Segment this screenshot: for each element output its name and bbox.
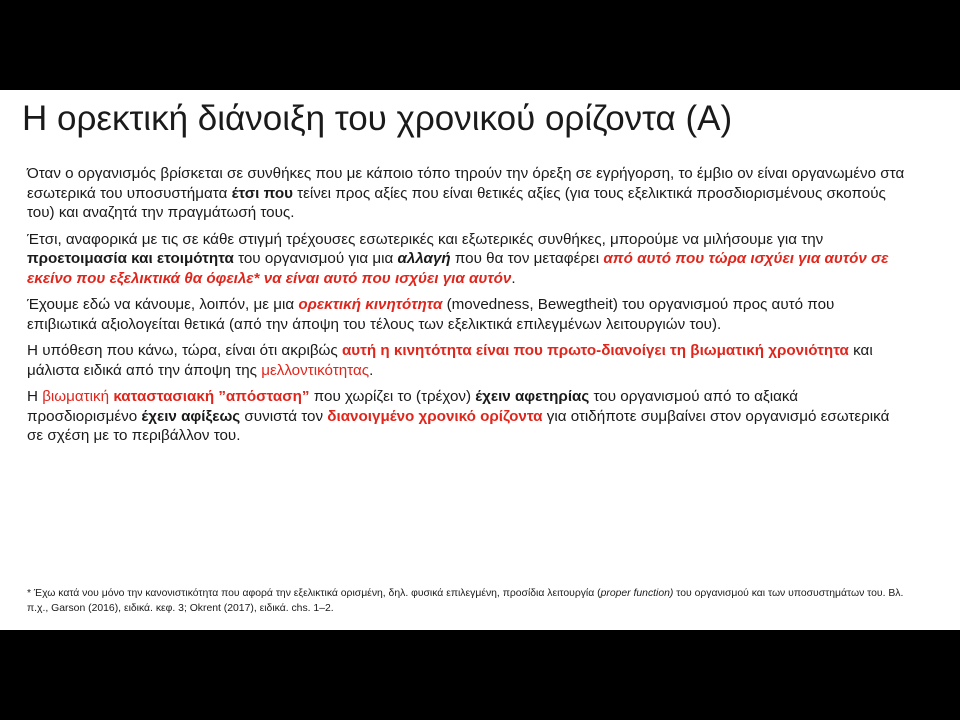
p2-red-emphasis: από αυτό που τώρα ισχύει για αυτόν σε εκείνο που εξελικτικά θα όφειλε* να είναι αυτό που ισχύει για αυτόν xyxy=(27,250,889,287)
footnote-italic-proper-function: proper function) xyxy=(600,588,674,599)
paragraph-3 xyxy=(27,295,907,334)
p2-text-2: του οργανισμού για μια xyxy=(233,250,398,267)
p3-red-appetitive-mobility: ορεκτική κινητότητα xyxy=(298,296,443,313)
p2-text-3: που θα τον μεταφέρει xyxy=(450,250,604,267)
p4-text-2: και μάλιστα ειδικά από την άποψη της xyxy=(27,342,873,379)
footnote xyxy=(27,587,927,616)
p5-text-2: που χωρίζει το (τρέχον) xyxy=(309,388,476,405)
p5-red-experiential: βιωματική xyxy=(42,388,110,405)
p5-bold-arrival: έχειν αφίξεως xyxy=(141,407,241,425)
p2-text-end: . xyxy=(511,269,516,287)
p4-text-end: . xyxy=(369,361,374,379)
p3-text-2: (movedness, Bewegtheit) του οργανισμού προς αυτό που επιβιωτικά αξιολογείται θετικά (από την άποψη του τέλους των εξελικτικά επιλεγμένων λειτουργιών του). xyxy=(27,296,835,333)
p5-text-1: Η xyxy=(27,388,43,405)
slide-title: Η ορεκτική διάνοιξη του χρονικού ορίζοντα (Α) xyxy=(22,99,733,138)
slide xyxy=(0,90,960,630)
paragraph-2 xyxy=(27,230,907,289)
p4-text-1: Η υπόθεση που κάνω, τώρα, είναι ότι ακριβώς xyxy=(27,342,342,359)
p5-text-5: για οτιδήποτε συμβαίνει στον οργανισμό εσωτερικά σε σχέση με το περιβάλλον του. xyxy=(27,407,890,444)
paragraph-1 xyxy=(27,164,907,223)
p5-text-4: συνιστά τον xyxy=(240,407,328,425)
p1-text-2: τείνει προς αξίες που είναι θετικές αξίες (για τους εξελικτικά προσδιορισμένους σκοπούς του) και αναζητά την πραγμάτωσή τους. xyxy=(27,184,886,221)
p1-bold-etsi-pou: έτσι που xyxy=(231,184,293,202)
p4-red-hypothesis: αυτή η κινητότητα είναι που πρωτο-διανοίγει τη βιωματική χρονιότητα xyxy=(341,342,849,359)
p5-text-3: του οργανισμού από το αξιακά προσδιορισμένο xyxy=(27,388,799,425)
footnote-text-1: * Έχω κατά νου μόνο την κανονιστικότητα που αφορά την εξελικτικά ορισμένη, δηλ. φυσικά επιλεγμένη, προσίδια λειτουργία ( xyxy=(27,588,601,599)
p2-text-1: Έτσι, αναφορικά με τις σε κάθε στιγμή τρέχουσες εσωτερικές και εξωτερικές συνθήκες, μπορούμε να μιλήσουμε για την xyxy=(27,230,824,248)
p2-bold-preparation: προετοιμασία και ετοιμότητα xyxy=(27,250,234,267)
p5-red-situational-distance: καταστασιακή ”απόσταση” xyxy=(113,388,310,405)
p2-bold-italic-change: αλλαγή xyxy=(397,250,451,267)
slide-body xyxy=(27,164,907,453)
paragraph-4 xyxy=(27,341,907,380)
p3-text-1: Έχουμε εδώ να κάνουμε, λοιπόν, με μια xyxy=(27,296,299,313)
p5-bold-departure: έχειν αφετηρίας xyxy=(475,388,590,405)
paragraph-5 xyxy=(27,387,907,446)
p1-text-1: Όταν ο οργανισμός βρίσκεται σε συνθήκες που με κάποιο τόπο τηρούν την όρεξη σε εγρήγορση, το έμβιο ον είναι οργανωμένο στα εσωτερικά του υποσυστήματα xyxy=(27,165,905,202)
p5-red-time-horizon: διανοιγμένο χρονικό ορίζοντα xyxy=(327,407,543,425)
footnote-text-2: του οργανισμού και των υποσυστημάτων του. Βλ. π.χ., Garson (2016), ειδικά. κεφ. 3; Okrent (2017), ειδικά. chs. 1–2. xyxy=(27,588,904,614)
p4-red-futurity: μελλοντικότητας xyxy=(261,361,370,379)
